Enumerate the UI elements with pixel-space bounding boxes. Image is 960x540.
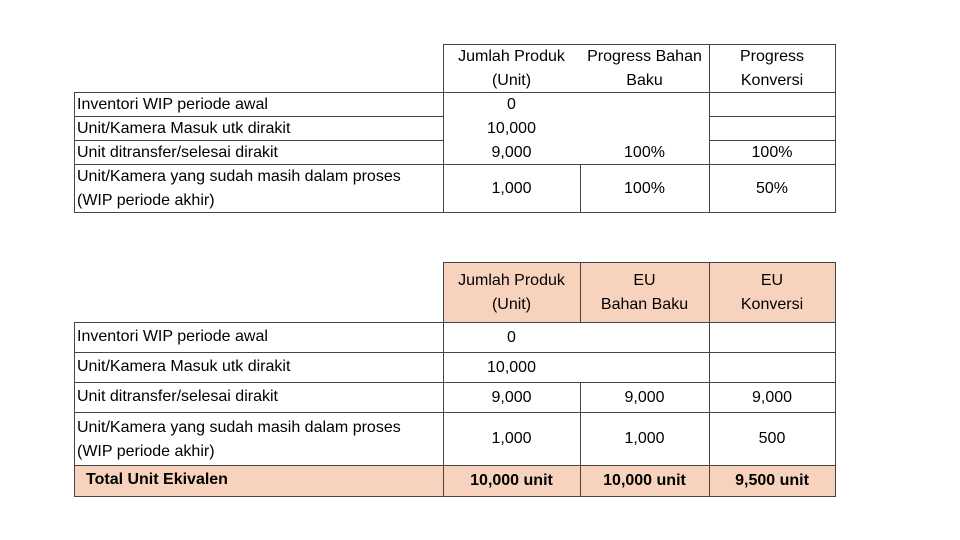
t2-total-konversi: 9,500 unit [735, 472, 809, 489]
t1-row-bahan: 100% [624, 179, 665, 197]
t1-header-bahan: Progress Bahan Baku [587, 47, 702, 89]
t1-row-konversi: 50% [755, 179, 789, 197]
t1-row-label: Inventori WIP periode awal [77, 96, 268, 113]
t2-total-label: Total Unit Ekivalen [86, 471, 228, 488]
t2-row-label: Unit ditransfer/selesai dirakit [77, 388, 278, 405]
t1-row-bahan: 100% [624, 143, 665, 161]
t2-total-jumlah: 10,000 unit [470, 472, 553, 489]
t2-row-bahan: 9,000 [624, 388, 665, 406]
t2-header-bahan: EU Bahan Baku [600, 271, 689, 313]
t2-header-jumlah: Jumlah Produk (Unit) [458, 271, 565, 313]
t2-row-konversi: 500 [758, 430, 786, 447]
t1-row-jumlah: 1,000 [491, 179, 532, 197]
t1-row-jumlah: 9,000 [491, 143, 532, 161]
t2-row-bahan: 1,000 [624, 430, 665, 447]
t2-total-bahan: 10,000 unit [603, 472, 686, 489]
t1-row-label: Unit/Kamera yang sudah masih dalam proses (WIP periode akhir) [77, 168, 401, 209]
t1-row-jumlah: 0 [507, 95, 516, 113]
t1-row-jumlah: 10,000 [487, 119, 536, 137]
t1-row-label: Unit ditransfer/selesai dirakit [77, 144, 278, 161]
t2-row-label: Unit/Kamera yang sudah masih dalam proses (WIP periode akhir) [77, 419, 401, 460]
t2-row-label: Inventori WIP periode awal [77, 328, 268, 345]
t2-row-jumlah: 9,000 [491, 388, 532, 406]
t2-row-label: Unit/Kamera Masuk utk dirakit [77, 358, 291, 375]
t2-row-konversi: 9,000 [751, 388, 793, 406]
t1-header-konversi: Progress Konversi [739, 47, 805, 89]
t1-header-jumlah: Jumlah Produk (Unit) [458, 47, 565, 89]
t2-row-jumlah: 10,000 [487, 358, 536, 376]
t2-header-konversi: EU Konversi [740, 271, 804, 313]
t1-row-konversi: 100% [751, 143, 793, 161]
t1-row-label: Unit/Kamera Masuk utk dirakit [77, 120, 291, 137]
t2-row-jumlah: 1,000 [491, 430, 532, 447]
t2-row-jumlah: 0 [507, 328, 516, 346]
